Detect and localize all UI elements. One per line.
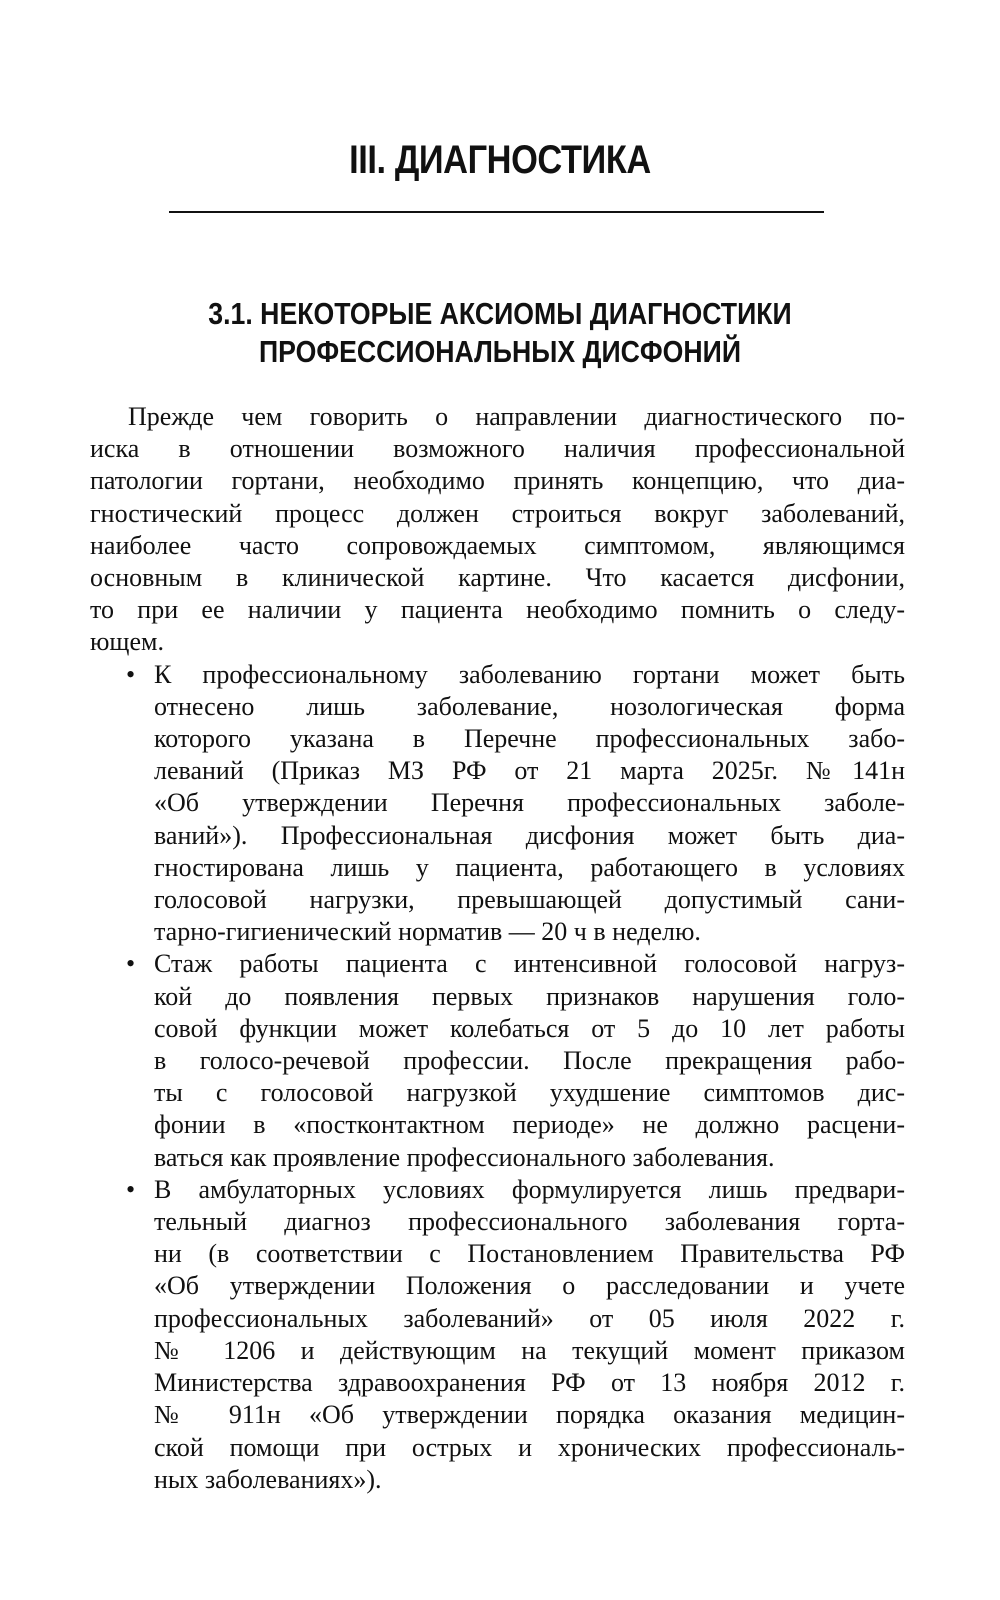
text-line: тельный диагноз профессионального заболевания горта- xyxy=(154,1207,905,1237)
body-text xyxy=(90,401,905,1496)
text-line: ваться как проявление профессионального заболевания. xyxy=(154,1142,775,1172)
section-title xyxy=(70,295,930,371)
intro-paragraph xyxy=(90,401,905,659)
text-line: иска в отношении возможного наличия профессиональной xyxy=(90,434,905,464)
text-line: тарно-гигиенический норматив — 20 ч в неделю. xyxy=(154,917,701,947)
chapter-title: III. ДИАГНОСТИКА xyxy=(349,138,651,182)
text-line: которого указана в Перечне профессиональных забо- xyxy=(154,724,905,754)
text-line: гностический процесс должен строиться вокруг заболеваний, xyxy=(90,498,905,528)
text-line: то при ее наличии у пациента необходимо помнить о следу- xyxy=(90,595,905,625)
text-line: ни (в соответствии с Постановлением Правительства РФ xyxy=(154,1239,905,1269)
bullet-item-2 xyxy=(90,948,905,1173)
text-line: наиболее часто сопровождаемых симптомом, являющимся xyxy=(90,530,905,560)
text-line: № 911н «Об утверждении порядка оказания медицин- xyxy=(154,1400,905,1430)
text-line: Прежде чем говорить о направлении диагностического по- xyxy=(128,402,905,431)
text-line: леваний (Приказ МЗ РФ от 21 марта 2025г. №141н xyxy=(154,756,905,786)
text-line: ваний»). Профессиональная дисфония может быть диа- xyxy=(154,820,905,850)
text-line: «Об утверждении Положения о расследовании и учете xyxy=(154,1271,905,1301)
text-line: К профессиональному заболеванию гортани может быть xyxy=(154,659,905,689)
text-line: голосовой нагрузки, превышающей допустимый сани- xyxy=(154,885,905,915)
text-line: кой до появления первых признаков нарушения голо- xyxy=(154,981,905,1011)
text-line: совой функции может колебаться от 5 до 10 лет работы xyxy=(154,1013,905,1043)
text-line: профессиональных заболеваний» от 05 июля 2022 г. xyxy=(154,1303,905,1333)
text-line: фонии в «постконтактном периоде» не должно расцени- xyxy=(154,1110,905,1140)
text-line: отнесено лишь заболевание, нозологическая форма xyxy=(154,691,905,721)
section-title-line-2: ПРОФЕССИОНАЛЬНЫХ ДИСФОНИЙ xyxy=(258,334,741,369)
bullet-marker: • xyxy=(126,949,136,979)
bullet-marker: • xyxy=(126,1174,136,1204)
text-line: гностирована лишь у пациента, работающего в условиях xyxy=(154,852,905,882)
text-line: ющем. xyxy=(90,627,164,657)
text-line: патологии гортани, необходимо принять концепцию, что диа- xyxy=(90,466,905,496)
bullet-item-3 xyxy=(90,1174,905,1496)
text-line: ской помощи при острых и хронических профессиональ- xyxy=(154,1432,905,1462)
text-line: основным в клинической картине. Что касается дисфонии, xyxy=(90,563,905,593)
bullet-item-1 xyxy=(90,659,905,949)
text-line: Министерства здравоохранения РФ от 13 ноября 2012 г. xyxy=(154,1368,905,1398)
section-title-line-1: 3.1. НЕКОТОРЫЕ АКСИОМЫ ДИАГНОСТИКИ xyxy=(208,296,792,331)
text-line: «Об утверждении Перечня профессиональных заболе- xyxy=(154,788,905,818)
chapter-divider xyxy=(169,211,824,213)
text-line: В амбулаторных условиях формулируется лишь предвари- xyxy=(154,1174,905,1204)
text-line: ных заболеваниях»). xyxy=(154,1464,382,1494)
text-line: Стаж работы пациента с интенсивной голосовой нагруз- xyxy=(154,949,905,979)
text-line: в голосо-речевой профессии. После прекращения рабо- xyxy=(154,1046,905,1076)
text-line: № 1206 и действующим на текущий момент приказом xyxy=(154,1335,905,1365)
bullet-marker: • xyxy=(126,659,136,689)
text-line: ты с голосовой нагрузкой ухудшение симптомов дис- xyxy=(154,1078,905,1108)
